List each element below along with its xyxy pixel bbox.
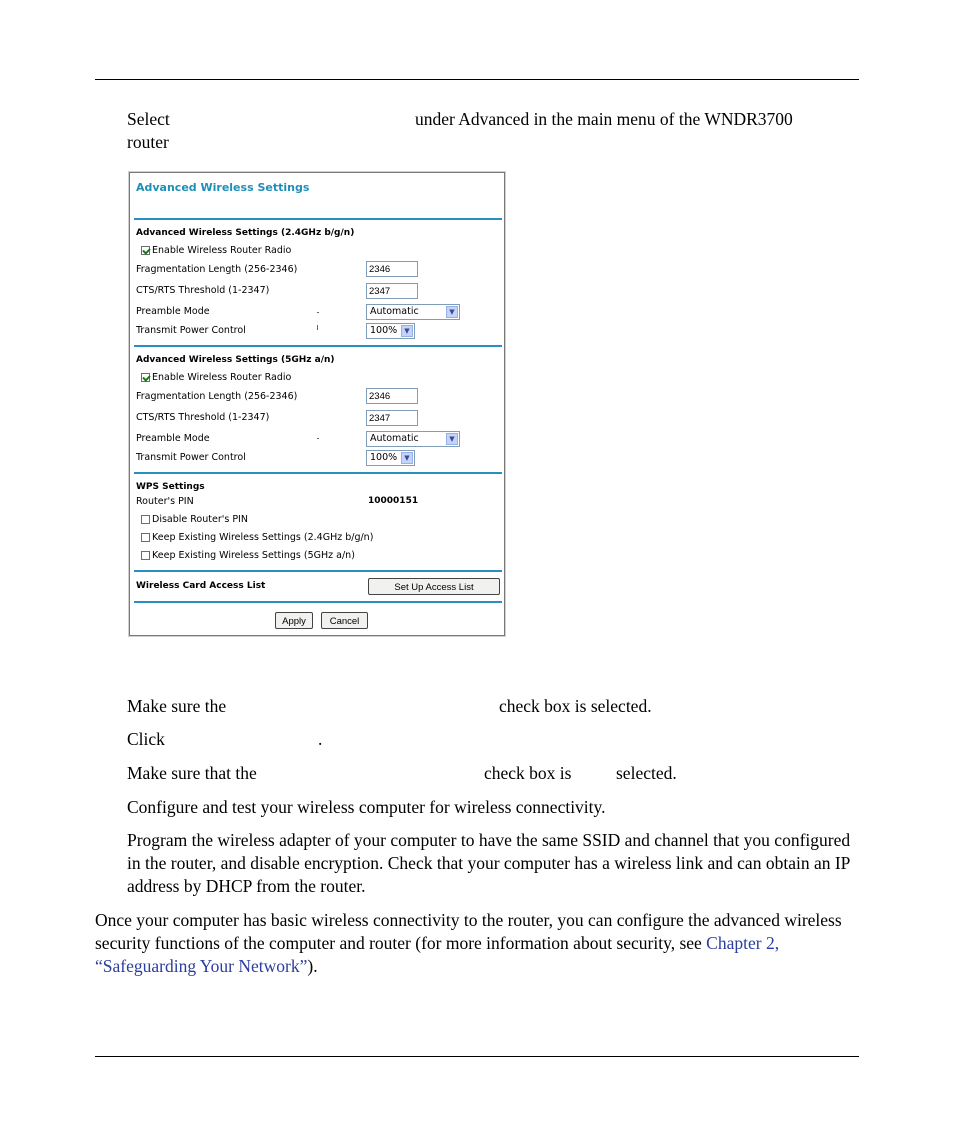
- keep-24-checkbox[interactable]: [141, 533, 150, 542]
- chevron-down-icon: ▼: [446, 433, 458, 445]
- tick-mark: [317, 325, 318, 330]
- tick-mark: [317, 438, 319, 439]
- keep-5-checkbox[interactable]: [141, 551, 150, 560]
- panel-title: Advanced Wireless Settings: [136, 181, 310, 194]
- chevron-down-icon: ▼: [401, 325, 413, 337]
- bottom-rule: [95, 1056, 859, 1057]
- top-rule: [95, 79, 859, 80]
- separator: [134, 570, 502, 572]
- step6: Program the wireless adapter of your computer to have the same SSID and channel that you configured in the router, and disable encryption. Check that your computer has a wireless link and can obtain an IP address by DHCP from the router.: [127, 830, 851, 896]
- separator: [134, 218, 502, 220]
- step5: Configure and test your wireless computer for wireless connectivity.: [127, 797, 606, 817]
- step1-router: router: [127, 132, 169, 152]
- apply-button[interactable]: Apply: [275, 612, 313, 629]
- frag-5-label: Fragmentation Length (256-2346): [136, 391, 298, 402]
- chevron-down-icon: ▼: [401, 452, 413, 464]
- tx-5-select[interactable]: [366, 450, 415, 466]
- preamble-24-select[interactable]: [366, 304, 460, 320]
- preamble-24-value: Automatic: [370, 306, 419, 317]
- router-pin-label: Router's PIN: [136, 496, 194, 507]
- tx-24-select[interactable]: [366, 323, 415, 339]
- cts-24-label: CTS/RTS Threshold (1-2347): [136, 285, 270, 296]
- preamble-5-select[interactable]: [366, 431, 460, 447]
- step3-prefix: Click: [127, 729, 165, 749]
- preamble-5-label: Preamble Mode: [136, 433, 210, 444]
- step1-select: Select: [127, 109, 170, 129]
- preamble-24-label: Preamble Mode: [136, 306, 210, 317]
- wps-heading: WPS Settings: [136, 482, 205, 492]
- tick-mark: [317, 312, 319, 313]
- closing-text: Once your computer has basic wireless connectivity to the router, you can configure the advanced wireless security functions of the computer and router (for more information about security, see: [95, 910, 842, 953]
- section-24ghz-heading: Advanced Wireless Settings (2.4GHz b/g/n): [136, 228, 355, 238]
- tx-5-value: 100%: [370, 452, 398, 463]
- frag-24-input[interactable]: [366, 261, 418, 277]
- preamble-5-value: Automatic: [370, 433, 419, 444]
- step3-suffix: .: [318, 729, 323, 749]
- access-list-label: Wireless Card Access List: [136, 581, 266, 591]
- cts-5-label: CTS/RTS Threshold (1-2347): [136, 412, 270, 423]
- keep-5-label: Keep Existing Wireless Settings (5GHz a/n): [152, 550, 355, 561]
- closing-paragraph: [95, 909, 859, 978]
- step1-under: under Advanced in the main menu of the WNDR3700: [415, 109, 793, 129]
- step2-prefix: Make sure the: [127, 696, 227, 716]
- separator: [134, 601, 502, 603]
- disable-pin-label: Disable Router's PIN: [152, 514, 248, 525]
- frag-5-input[interactable]: [366, 388, 418, 404]
- separator: [134, 472, 502, 474]
- enable-radio-5-label: Enable Wireless Router Radio: [152, 372, 292, 383]
- step2-suffix: check box is selected.: [499, 696, 652, 716]
- advanced-wireless-settings-screenshot: [129, 172, 505, 636]
- cts-24-input[interactable]: [366, 283, 418, 299]
- tx-24-label: Transmit Power Control: [136, 325, 246, 336]
- chapter2-link[interactable]: Chapter 2, “Safeguarding Your Network”: [95, 933, 780, 976]
- enable-radio-24-checkbox[interactable]: [141, 246, 150, 255]
- step4-mid: check box is: [484, 763, 572, 783]
- section-5ghz-heading: Advanced Wireless Settings (5GHz a/n): [136, 355, 335, 365]
- keep-24-label: Keep Existing Wireless Settings (2.4GHz b/g/n): [152, 532, 374, 543]
- step4-prefix: Make sure that the: [127, 763, 257, 783]
- set-up-access-list-button[interactable]: Set Up Access List: [368, 578, 500, 595]
- tx-5-label: Transmit Power Control: [136, 452, 246, 463]
- step4-suffix: selected.: [616, 763, 677, 783]
- enable-radio-5-checkbox[interactable]: [141, 373, 150, 382]
- frag-24-label: Fragmentation Length (256-2346): [136, 264, 298, 275]
- router-pin-value: 10000151: [368, 496, 419, 506]
- disable-pin-checkbox[interactable]: [141, 515, 150, 524]
- chevron-down-icon: ▼: [446, 306, 458, 318]
- cts-5-input[interactable]: [366, 410, 418, 426]
- closing-end: ).: [307, 956, 318, 976]
- separator: [134, 345, 502, 347]
- cancel-button[interactable]: Cancel: [321, 612, 368, 629]
- tx-24-value: 100%: [370, 325, 398, 336]
- enable-radio-24-label: Enable Wireless Router Radio: [152, 245, 292, 256]
